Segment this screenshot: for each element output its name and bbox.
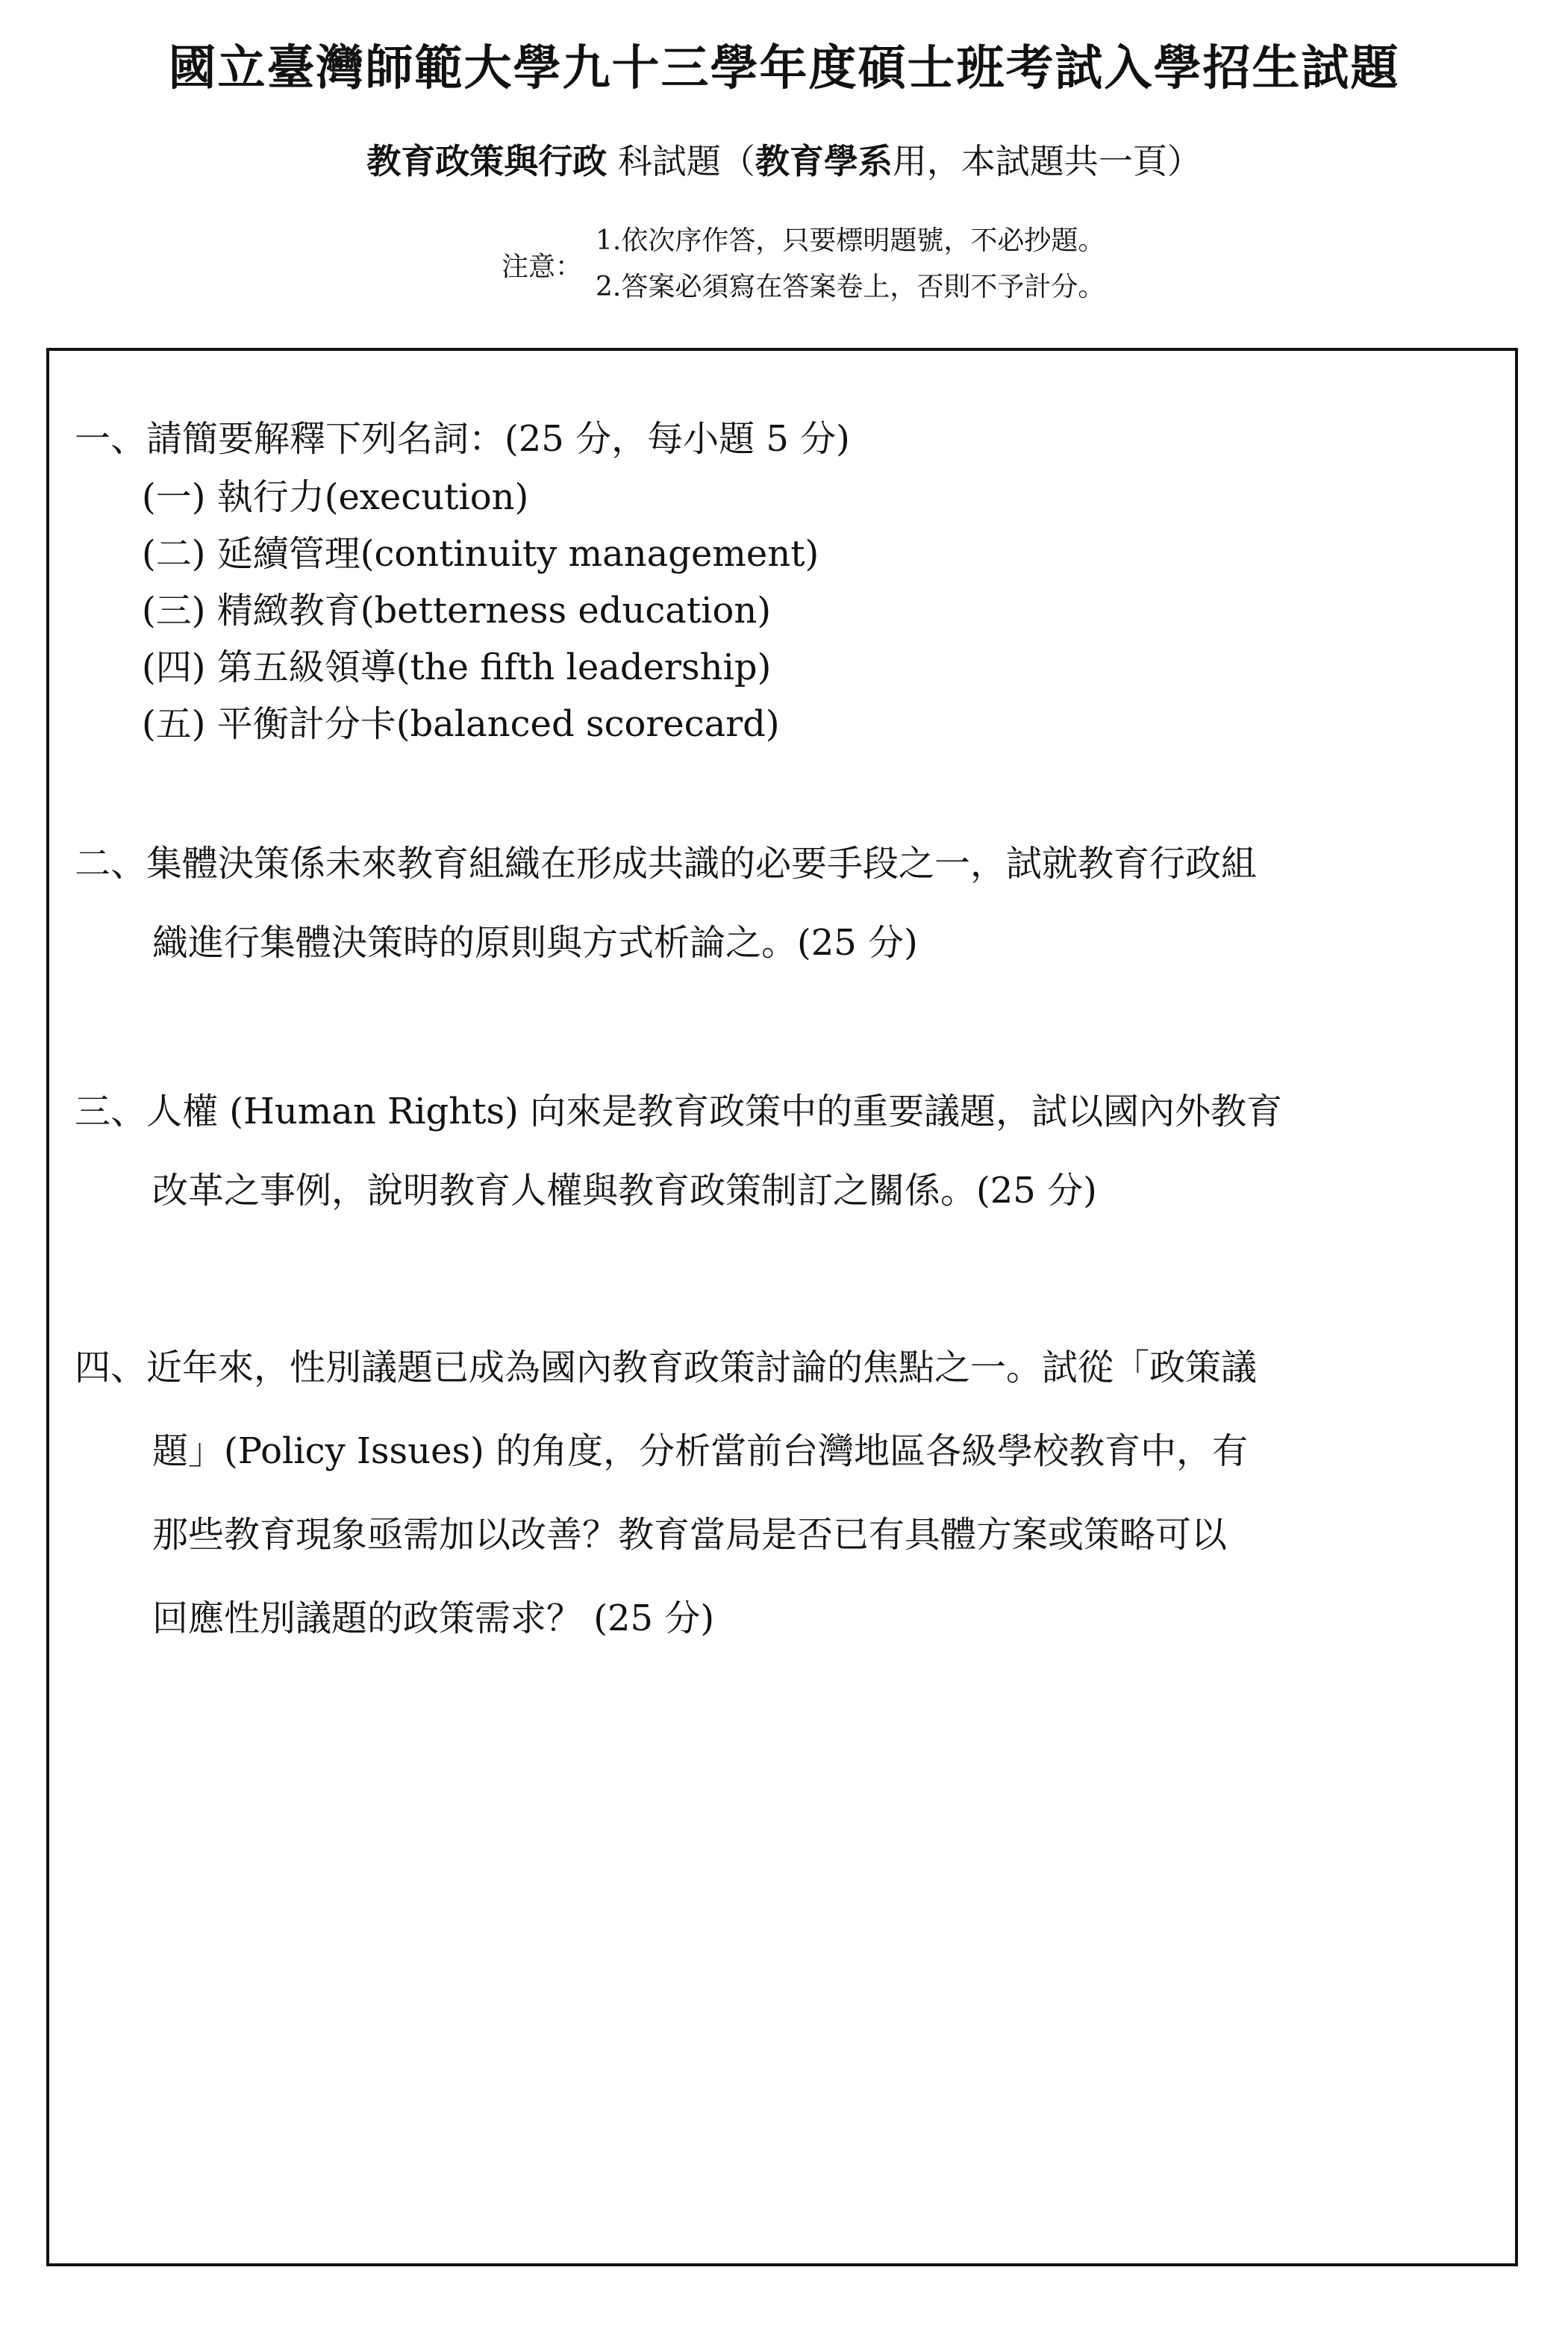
question-4-line-3: 那些教育現象亟需加以改善？教育當局是否已有具體方案或策略可以 — [152, 1514, 1228, 1556]
question-1-item-2: (二) 延續管理(continuity management) — [142, 533, 819, 575]
notice-items — [596, 218, 1105, 311]
question-1-item-1: (一) 執行力(execution) — [142, 476, 529, 518]
notice-item-1: 1.依次序作答，只要標明題號，不必抄題。 — [596, 225, 1105, 256]
question-4-line-4: 回應性別議題的政策需求？ (25 分) — [152, 1597, 715, 1639]
question-2-line-1: 二、集體決策係未來教育組織在形成共識的必要手段之一，試就教育行政組 — [75, 843, 1258, 885]
notice-label: 注意： — [502, 251, 583, 282]
question-3-line-2: 改革之事例，說明教育人權與教育政策制訂之關係。(25 分) — [152, 1170, 1097, 1212]
question-1-item-4: (四) 第五級領導(the fifth leadership) — [142, 646, 772, 688]
question-2 — [75, 824, 1257, 982]
question-4-line-2: 題」(Policy Issues) 的角度，分析當前台灣地區各級學校教育中，有 — [152, 1430, 1249, 1472]
question-1 — [75, 409, 850, 752]
question-1-heading: 一、請簡要解釋下列名詞：(25 分，每小題 5 分) — [75, 418, 850, 460]
question-3-line-1: 三、人權 (Human Rights) 向來是教育政策中的重要議題，試以國內外教育 — [75, 1091, 1283, 1132]
notice-item-2: 2.答案必須寫在答案卷上，否則不予計分。 — [596, 272, 1105, 302]
subject-suffix: 科試題（ — [617, 141, 755, 181]
question-2-line-2: 織進行集體決策時的原則與方式析論之。(25 分) — [152, 922, 918, 964]
department-name: 教育學系 — [755, 141, 893, 181]
subject-name: 教育政策與行政 — [366, 141, 607, 181]
notice-block — [502, 218, 1105, 311]
question-4 — [75, 1326, 1257, 1660]
question-3 — [75, 1072, 1282, 1230]
question-4-line-1: 四、近年來，性別議題已成為國內教育政策討論的焦點之一。試從「政策議 — [75, 1347, 1258, 1388]
question-1-item-3: (三) 精緻教育(betterness education) — [142, 590, 772, 632]
exam-title: 國立臺灣師範大學九十三學年度碩士班考試入學招生試題 — [168, 41, 1400, 96]
department-suffix: 用，本試題共一頁） — [892, 141, 1202, 181]
question-1-item-5: (五) 平衡計分卡(balanced scorecard) — [142, 703, 780, 745]
exam-subtitle — [0, 134, 1568, 184]
